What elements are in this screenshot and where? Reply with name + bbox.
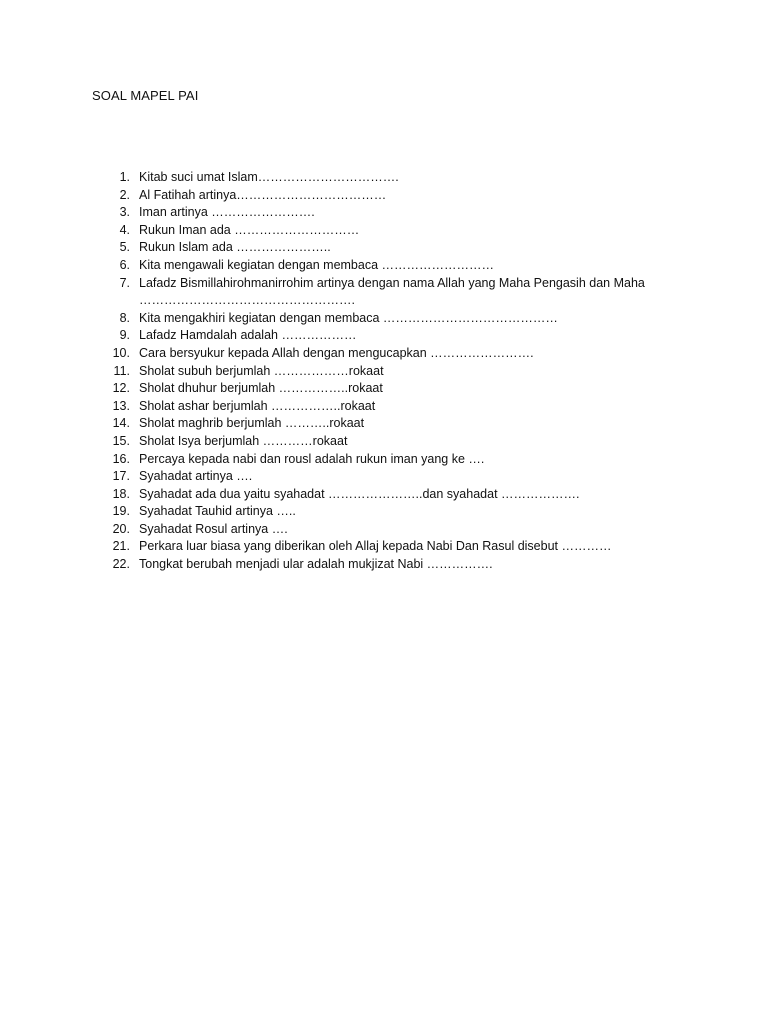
question-number: 7.: [119, 275, 130, 290]
question-number: 9.: [119, 328, 130, 343]
question-item: [0, 169, 768, 187]
question-item: [0, 363, 768, 381]
question-number: 19.: [112, 504, 130, 519]
question-text: Lafadz Bismillahirohmanirrohim artinya dengan nama Allah yang Maha Pengasih dan Maha …………………………………………….: [139, 275, 645, 308]
question-number: 3.: [119, 205, 130, 220]
question-number: 15.: [112, 433, 130, 448]
question-item: [0, 187, 768, 205]
question-text: Iman artinya …………………….: [139, 205, 315, 220]
question-item: [0, 451, 768, 469]
question-text: Tongkat berubah menjadi ular adalah mukjizat Nabi …………….: [139, 557, 493, 572]
question-item: [0, 327, 768, 345]
question-item: [0, 222, 768, 240]
question-text: Syahadat Tauhid artinya …..: [139, 504, 296, 519]
question-text: Rukun Iman ada …………………………: [139, 222, 360, 237]
question-number: 4.: [119, 222, 130, 237]
question-item: [0, 345, 768, 363]
question-number: 11.: [113, 363, 130, 378]
question-number: 2.: [119, 187, 130, 202]
question-number: 18.: [112, 486, 130, 501]
question-text: Sholat maghrib berjumlah ………..rokaat: [139, 416, 365, 431]
question-text: Sholat Isya berjumlah …………rokaat: [139, 433, 348, 448]
question-number: 1.: [119, 170, 130, 184]
question-text: Syahadat Rosul artinya ….: [139, 521, 288, 536]
question-item: [0, 275, 768, 310]
question-item: [0, 486, 768, 504]
question-item: [0, 380, 768, 398]
question-item: [0, 398, 768, 416]
question-text: Perkara luar biasa yang diberikan oleh Allaj kepada Nabi Dan Rasul disebut …………: [139, 539, 612, 554]
question-item: [0, 433, 768, 451]
question-item: [0, 239, 768, 257]
question-text: Percaya kepada nabi dan rousl adalah rukun iman yang ke ….: [139, 451, 485, 466]
question-text: Kita mengakhiri kegiatan dengan membaca ……………………………………: [139, 310, 558, 325]
question-number: 6.: [119, 257, 130, 272]
question-number: 5.: [119, 240, 130, 255]
question-text: Syahadat artinya ….: [139, 469, 253, 484]
question-text: Sholat dhuhur berjumlah ……………..rokaat: [139, 381, 383, 396]
question-item: [0, 257, 768, 275]
question-item: [0, 468, 768, 486]
question-text: Kitab suci umat Islam…………………………….: [139, 170, 399, 184]
question-item: [0, 310, 768, 328]
question-text: Cara bersyukur kepada Allah dengan mengucapkan …………………….: [139, 345, 534, 360]
question-text: Al Fatihah artinya………………………………: [139, 187, 387, 202]
question-text: Lafadz Hamdalah adalah ………………: [139, 328, 357, 343]
question-number: 13.: [112, 398, 130, 413]
question-item: [0, 204, 768, 222]
question-number: 12.: [112, 381, 130, 396]
question-item: [0, 503, 768, 521]
question-item: [0, 538, 768, 556]
question-number: 17.: [112, 469, 130, 484]
question-text: Rukun Islam ada …………………..: [139, 240, 331, 255]
question-item: [0, 521, 768, 539]
question-number: 14.: [112, 416, 130, 431]
question-number: 10.: [112, 345, 130, 360]
question-list: [0, 169, 768, 574]
question-number: 21.: [112, 539, 130, 554]
question-text: Sholat ashar berjumlah ……………..rokaat: [139, 398, 376, 413]
question-item: [0, 556, 768, 574]
question-number: 8.: [119, 310, 130, 325]
question-text: Syahadat ada dua yaitu syahadat …………………..dan syahadat ……………….: [139, 486, 580, 501]
question-number: 16.: [112, 451, 130, 466]
question-number: 20.: [112, 521, 130, 536]
question-text: Kita mengawali kegiatan dengan membaca ………………………: [139, 257, 495, 272]
question-number: 22.: [112, 557, 130, 572]
question-text: Sholat subuh berjumlah ………………rokaat: [139, 363, 384, 378]
document-title: SOAL MAPEL PAI: [92, 88, 199, 103]
question-item: [0, 415, 768, 433]
